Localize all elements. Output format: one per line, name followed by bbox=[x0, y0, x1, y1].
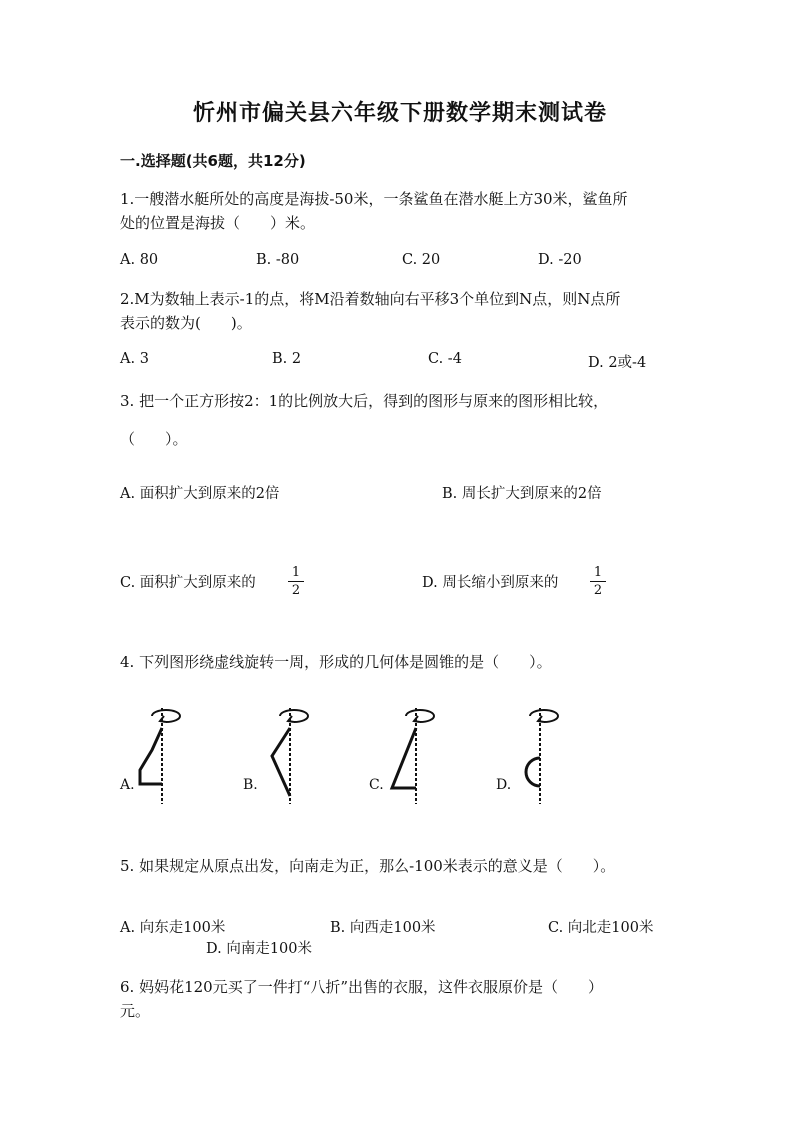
fraction-numerator: 1 bbox=[291, 565, 301, 580]
fraction-denominator: 2 bbox=[291, 583, 301, 598]
q6-line-1: 6. 妈妈花120元买了一件打“八折”出售的衣服，这件衣服原价是（ ） bbox=[120, 978, 604, 996]
fraction-bar bbox=[590, 581, 606, 582]
q5-option-c[interactable]: C. 向北走100米 bbox=[548, 920, 654, 936]
q3-option-b[interactable]: B. 周长扩大到原来的2倍 bbox=[442, 486, 602, 502]
q4-option-c[interactable]: C. bbox=[369, 777, 384, 793]
q6-line-2: 元。 bbox=[120, 1002, 151, 1020]
q5-line-1: 5. 如果规定从原点出发，向南走为正，那么-100米表示的意义是（ ）。 bbox=[120, 857, 616, 875]
fraction-bar bbox=[288, 581, 304, 582]
q2-line-1: 2.M为数轴上表示-1的点，将M沿着数轴向右平移3个单位到N点，则N点所 bbox=[120, 290, 621, 308]
q3-option-c[interactable]: C. 面积扩大到原来的 bbox=[120, 575, 256, 591]
q1-line-2: 处的位置是海拔（ ）米。 bbox=[120, 214, 316, 232]
q4-option-b[interactable]: B. bbox=[243, 777, 258, 793]
figure-b-kite bbox=[258, 700, 318, 810]
q3-line-1: 3. 把一个正方形按2：1的比例放大后，得到的图形与原来的图形相比较， bbox=[120, 392, 609, 410]
q5-option-b[interactable]: B. 向西走100米 bbox=[330, 920, 436, 936]
q2-option-b[interactable]: B. 2 bbox=[272, 351, 302, 367]
q5-option-a[interactable]: A. 向东走100米 bbox=[120, 920, 226, 936]
q2-option-c[interactable]: C. -4 bbox=[428, 351, 462, 367]
page-title: 忻州市偏关县六年级下册数学期末测试卷 bbox=[192, 101, 607, 126]
q4-line-1: 4. 下列图形绕虚线旋转一周，形成的几何体是圆锥的是（ ）。 bbox=[120, 653, 552, 671]
q1-option-b[interactable]: B. -80 bbox=[256, 252, 300, 268]
figure-a-trapezoid bbox=[130, 700, 190, 810]
q3-line-2: （ ）。 bbox=[120, 430, 188, 448]
q1-line-1: 1.一艘潜水艇所处的高度是海拔-50米，一条鲨鱼在潜水艇上方30米，鲨鱼所 bbox=[120, 190, 628, 208]
q5-option-d[interactable]: D. 向南走100米 bbox=[206, 941, 313, 957]
q2-option-d[interactable]: D. 2或-4 bbox=[588, 355, 647, 371]
section-heading: 一.选择题(共6题，共12分) bbox=[120, 152, 306, 170]
q2-line-2: 表示的数为( )。 bbox=[120, 314, 252, 332]
q4-option-d[interactable]: D. bbox=[496, 777, 512, 793]
q3-option-c-fraction bbox=[288, 565, 304, 598]
q3-option-d-fraction bbox=[590, 565, 606, 598]
fraction-numerator: 1 bbox=[593, 565, 603, 580]
q2-option-a[interactable]: A. 3 bbox=[120, 351, 149, 367]
q4-option-a[interactable]: A. bbox=[120, 777, 135, 793]
q1-option-d[interactable]: D. -20 bbox=[538, 252, 582, 268]
q1-option-c[interactable]: C. 20 bbox=[402, 252, 441, 268]
fraction-denominator: 2 bbox=[593, 583, 603, 598]
q3-option-d[interactable]: D. 周长缩小到原来的 bbox=[422, 575, 559, 591]
q3-option-a[interactable]: A. 面积扩大到原来的2倍 bbox=[120, 486, 280, 502]
figure-c-right-triangle bbox=[384, 700, 444, 810]
figure-d-semicircle bbox=[508, 700, 568, 810]
q1-option-a[interactable]: A. 80 bbox=[120, 252, 159, 268]
